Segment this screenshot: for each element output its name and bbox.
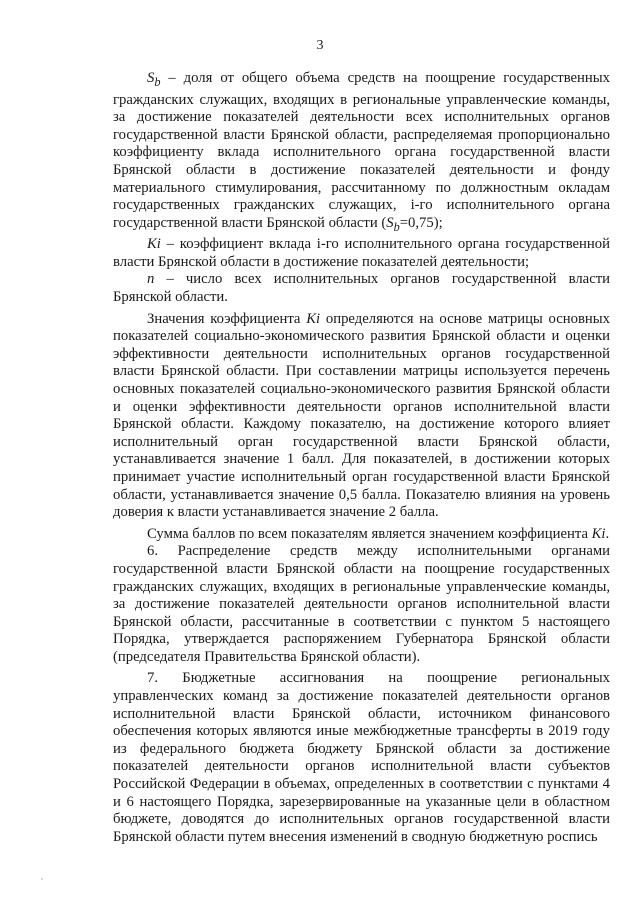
variable-s-subscript: b (393, 219, 400, 234)
paragraph-text: – коэффициент вклада i-го исполнительного органа государственной власти Брянской области в достижение показателей деятельности; (113, 236, 610, 270)
paragraph-item-7: 7. Бюджетные ассигнования на поощрение региональных управленческих команд за достижение показателей деятельности органов исполнительной власти Брянской области, источником финансового обеспечения которых являются иные межбюджетные трансферты в 2019 году из федерального бюджета бюджету Брянской области за достижение показателей деятельности органов исполнительной власти субъектов Российской Федерации в объемах, определенных в соответствии с пунктами 4 и 6 настоящего Порядка, зарезервированные на указанные цели в областном бюджете, доводятся до исполнительных органов государственной власти Брянской области путем внесения изменений в сводную бюджетную роспись (113, 670, 610, 845)
paragraph-text: . (605, 525, 610, 542)
paragraph-ki-values (113, 311, 610, 522)
variable-s: S (386, 214, 394, 231)
paragraph-text: – число всех исполнительных органов государственной власти Брянской области. (113, 271, 610, 305)
variable-ki: Ki (591, 525, 606, 542)
sb-value: =0,75); (399, 214, 443, 231)
variable-ki: Ki (147, 236, 161, 253)
paragraph-text: – доля от общего объема средств на поощрение государственных гражданских служащих, входящих в региональные управленческие команды, за достижение показателей деятельности всех исполнительных органов государственной власти Брянской области, распределяемая пропорционально коэффициенту вклада исполнительного органа государственной власти Брянской области в достижение показателей деятельности и фонду материального стимулирования, рассчитанному по должностным окладам государственных гражданских служащих, i-го исполнительного органа государственной власти Брянской области ( (113, 70, 610, 231)
paragraph-ki-sum (113, 526, 610, 544)
paragraph-ki-definition (113, 236, 610, 271)
variable-s: S (147, 70, 155, 86)
paragraph-item-6: 6. Распределение средств между исполнительными органами государственной власти Брянской области на поощрение государственных гражданских служащих, входящих в региональные управленческие команды, за достижение показателей деятельности органов исполнительной власти Брянской области, рассчитанные в соответствии с пунктом 5 настоящего Порядка, утверждается распоряжением Губернатора Брянской области (председателя Правительства Брянской области). (113, 543, 610, 665)
page-number: 3 (316, 38, 324, 53)
variable-s-subscript: b (154, 74, 161, 89)
paragraph-text: Сумма баллов по всем показателям является значением коэффициента (147, 525, 592, 542)
paragraph-text: Значения коэффициента (147, 310, 307, 327)
paragraph-text: определяются на основе матрицы основных показателей социально-экономического развития Брянской области и оценки эффективности деятельности исполнительных органов государственной власти Брянской области. При составлении матрицы используется перечень основных показателей социально-экономического развития Брянской области и оценки эффективности деятельности органов исполнительной власти Брянской области. Каждому показателю, на достижение которого влияет исполнительный орган государственной власти Брянской области, устанавливается значение 1 балл. Для показателей, в достижении которых принимает участие исполнительный орган государственной власти Брянской области, устанавливается значение 0,5 балла. Показателю влияния на уровень доверия к власти устанавливается значение 2 балла. (113, 310, 610, 521)
document-body (113, 70, 610, 846)
variable-n: n (147, 271, 155, 288)
variable-ki: Ki (306, 310, 321, 327)
scan-artifact (41, 878, 43, 880)
paragraph-sb-definition (113, 70, 610, 236)
paragraph-n-definition (113, 271, 610, 306)
